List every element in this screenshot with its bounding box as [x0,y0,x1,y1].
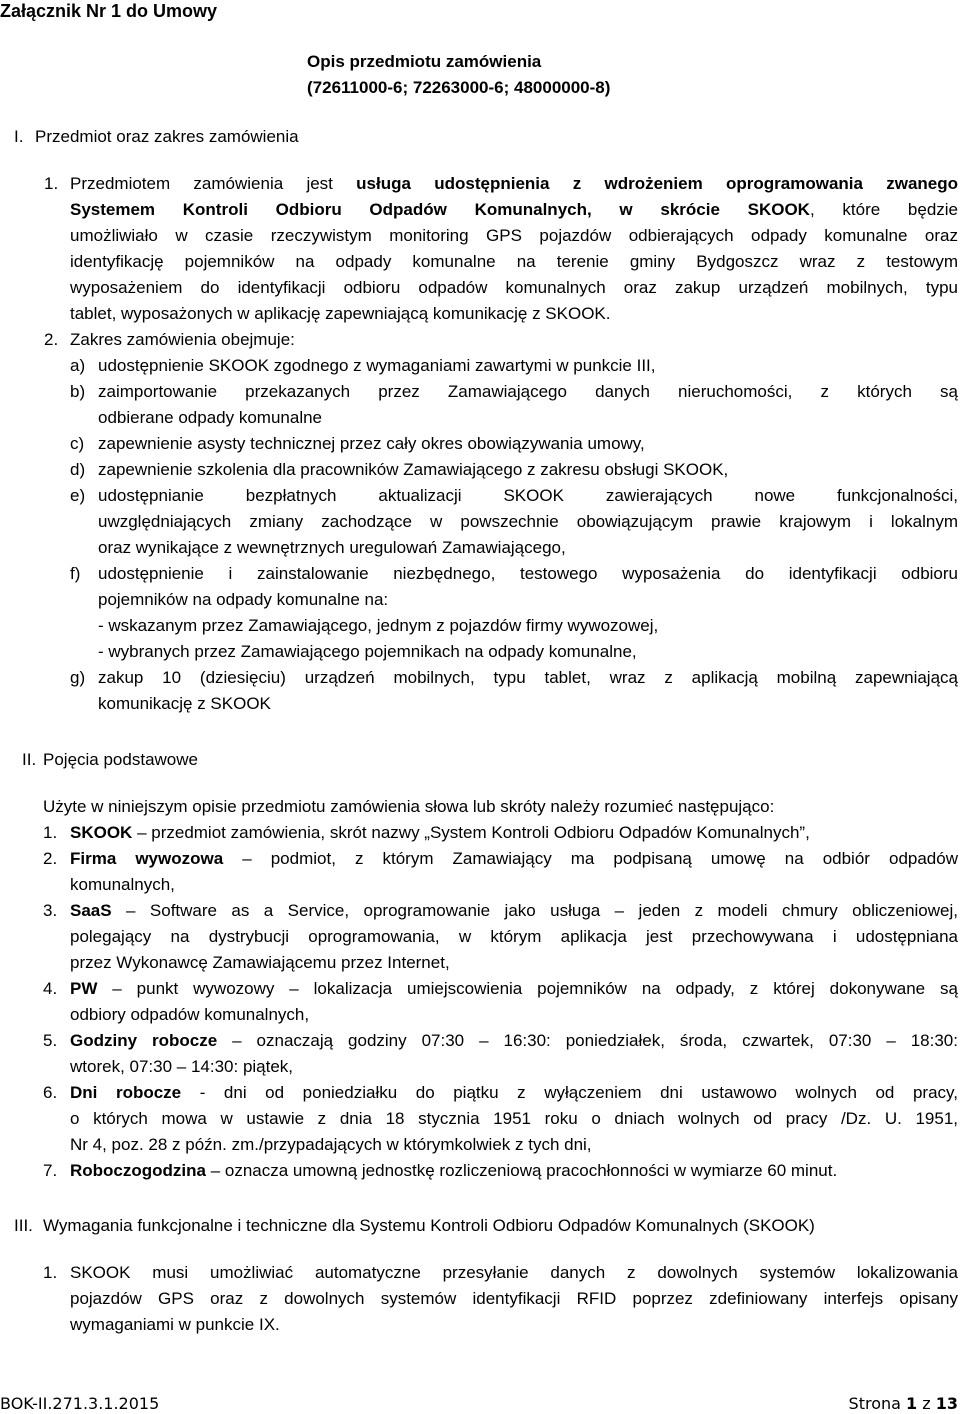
sub-item-g: zakup 10 (dziesięciu) urządzeń mobilnych, typu tablet, wraz z aplikacją mobilną zapewniającą komunikację z SKOOK [98,668,958,713]
item-number: 2. [44,330,59,349]
section-heading: Pojęcia podstawowe [43,750,198,769]
text-line: Systemem Kontroli Odbioru Odpadów Komunalnych, w skrócie SKOOK, które będzie [70,200,958,219]
item-number: 1. [43,1263,58,1282]
text-line: wyposażeniem do identyfikacji odbioru odpadów komunalnych oraz zakup urządzeń mobilnych, typu [70,278,958,297]
item-number: 7. [43,1161,58,1180]
annex-label: Załącznik Nr 1 do Umowy [0,1,218,21]
section-number: II. [22,750,37,769]
definition-firma-wywozowa: Firma wywozowa – podmiot, z którym Zamawiający ma podpisaną umowę na odbiór odpadów komunalnych, [70,849,958,894]
definitions-intro: Użyte w niniejszym opisie przedmiotu zamówienia słowa lub skróty należy rozumieć następująco: [43,797,775,816]
text-line: identyfikację pojemników na odpady komunalne na terenie gminy Bydgoszcz wraz z testowym [70,252,958,271]
item-number: 2. [43,849,58,868]
item-number: 5. [43,1031,58,1050]
document-title: Opis przedmiotu zamówienia [307,52,542,71]
definition-godziny-robocze: Godziny robocze – oznaczają godziny 07:30 – 16:30: poniedziałek, środa, czwartek, 07:30 – 18:30: wtorek, 07:30 – 14:30: piątek, [70,1031,958,1076]
sub-label: d) [70,460,86,479]
sub-label: g) [70,668,86,687]
sub-label: e) [70,486,86,505]
text-line: umożliwiało w czasie rzeczywistym monitoring GPS pojazdów odbierających odpady komunalne oraz [70,226,958,245]
section3-item1-text: SKOOK musi umożliwiać automatyczne przesyłanie danych z dowolnych systemów lokalizowania pojazdów GPS oraz z dowolnych systemów identyfikacji RFID poprzez zdefiniowany interfejs opisany wymaganiami w punkcie IX. [70,1263,958,1334]
sub-item-c: zapewnienie asysty technicznej przez cały okres obowiązywania umowy, [98,434,645,453]
sub-item-a: udostępnienie SKOOK zgodnego z wymaganiami zawartymi w punkcie III, [98,356,656,375]
item-intro: Zakres zamówienia obejmuje: [70,330,295,349]
sub-label: f) [70,564,81,583]
definition-saas: SaaS – Software as a Service, oprogramowanie jako usługa – jeden z modeli chmury obliczeniowej, polegający na dystrybucji oprogramowania, w którym aplikacja jest przechowywana i udostępniana przez Wykonawcę Zamawiającemu przez Internet, [70,901,958,972]
cpv-codes: (72611000-6; 72263000-6; 48000000-8) [307,78,611,97]
definition-roboczogodzina: Roboczogodzina – oznacza umowną jednostkę rozliczeniową pracochłonności w wymiarze 60 minut. [70,1161,838,1180]
text-line: tablet, wyposażonych w aplikację zapewniającą komunikację z SKOOK. [70,304,611,323]
footer-page-number: Strona 1 z 13 [848,1394,958,1413]
item-number: 3. [43,901,58,920]
text-line: Przedmiotem zamówienia jest usługa udostępnienia z wdrożeniem oprogramowania zwanego [70,174,958,193]
item-number: 6. [43,1083,58,1102]
item-number: 1. [43,823,58,842]
section-heading: Wymagania funkcjonalne i techniczne dla Systemu Kontroli Odbioru Odpadów Komunalnych (SKOOK) [43,1216,815,1235]
sub-item-b: zaimportowanie przekazanych przez Zamawiającego danych nieruchomości, z których są odbierane odpady komunalne [98,382,958,427]
sub-label: a) [70,356,86,375]
section-number: III. [14,1216,33,1235]
sub-item-e: udostępnianie bezpłatnych aktualizacji SKOOK zawierających nowe funkcjonalności, uwzględniających zmiany zachodzące w powszechnie obowiązującym prawie krajowym i lokalnym oraz wynikające z wewnętrznych uregulowań Zamawiającego, [98,486,958,557]
sub-item-d: zapewnienie szkolenia dla pracowników Zamawiającego z zakresu obsługi SKOOK, [98,460,729,479]
definition-dni-robocze: Dni robocze - dni od poniedziałku do piątku z wyłączeniem dni ustawowo wolnych od pracy, o których mowa w ustawie z dnia 18 stycznia 1951 roku o dniach wolnych od pracy /Dz. U. 1951, Nr 4, poz. 28 z późn. zm./przypadających w którymkolwiek z tych dni, [70,1083,958,1154]
section-heading: Przedmiot oraz zakres zamówienia [35,127,299,146]
sub-label: c) [70,434,85,453]
section1-item1-text [70,171,958,327]
definition-skook: SKOOK – przedmiot zamówienia, skrót nazwy „System Kontroli Odbioru Odpadów Komunalnych”, [70,823,810,842]
section-number: I. [14,127,24,146]
item-number: 4. [43,979,58,998]
sub-item-f: udostępnienie i zainstalowanie niezbędnego, testowego wyposażenia do identyfikacji odbioru pojemników na odpady komunalne na: - wskazanym przez Zamawiającego, jednym z pojazdów firmy wywozowej, - wybranych przez Zamawiającego pojemnikach na odpady komunalne, [98,564,958,661]
definition-pw: PW – punkt wywozowy – lokalizacja umiejscowienia pojemników na odpady, z której dokonywane są odbiory odpadów komunalnych, [70,979,958,1024]
sub-label: b) [70,382,86,401]
footer-reference: BOK-II.271.3.1.2015 [0,1394,160,1413]
item-number: 1. [44,174,59,193]
